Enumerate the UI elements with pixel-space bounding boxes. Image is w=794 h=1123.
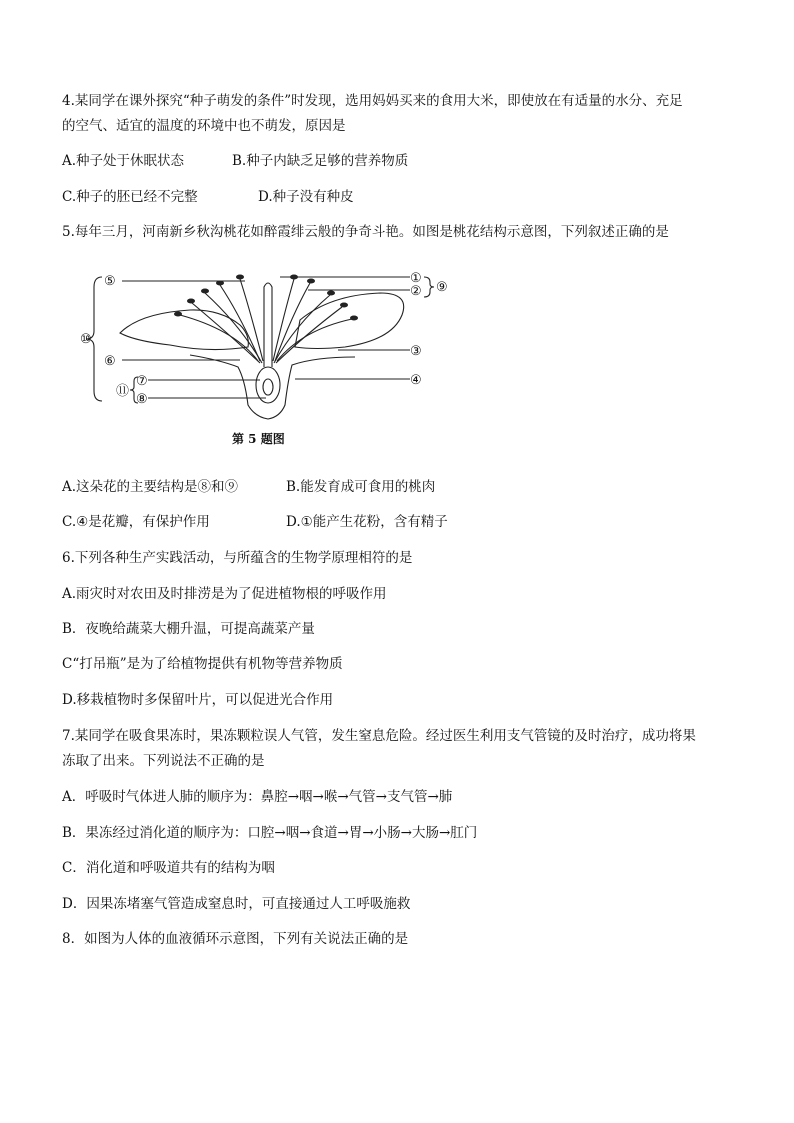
q7-stem-line-1: 7.某同学在吸食果冻时，果冻颗粒误人气管，发生窒息危险。经过医生利用支气管镜的及时治疗，成功将果 bbox=[62, 728, 696, 744]
q4-option-d: D.种子没有种皮 bbox=[258, 189, 354, 205]
label-6: ⑥ bbox=[104, 354, 116, 369]
peach-flower-diagram bbox=[80, 255, 460, 455]
q6-option-d: D.移栽植物时多保留叶片，可以促进光合作用 bbox=[62, 692, 334, 708]
label-9: ⑨ bbox=[436, 280, 448, 295]
q4-stem-line-1: 4.某同学在课外探究“种子萌发的条件”时发现，选用妈妈买来的食用大米，即使放在有适量的水分、充足 bbox=[62, 93, 683, 109]
q7-option-d: D．因果冻堵塞气管造成窒息时，可直接通过人工呼吸施救 bbox=[62, 896, 411, 912]
q8-stem: 8．如图为人体的血液循环示意图，下列有关说法正确的是 bbox=[62, 931, 409, 947]
label-10: ⑩ bbox=[80, 332, 92, 347]
q7-option-b: B．果冻经过消化道的顺序为：口腔→咽→食道→胃→小肠→大肠→肛门 bbox=[62, 825, 478, 841]
q5-stem: 5.每年三月，河南新乡秋沟桃花如醉霞绯云般的争奇斗艳。如图是桃花结构示意图，下列叙述正确的是 bbox=[62, 224, 669, 240]
q7-option-a: A．呼吸时气体进人肺的顺序为：鼻腔→咽→喉→气管→支气管→肺 bbox=[62, 789, 453, 805]
q4-option-c: C.种子的胚已经不完整 bbox=[62, 189, 198, 205]
figure-caption: 第 5 题图 bbox=[232, 432, 285, 446]
label-7: ⑦ bbox=[136, 374, 148, 389]
q4-option-a: A.种子处于休眠状态 bbox=[62, 153, 185, 169]
q5-option-a: A.这朵花的主要结构是⑧和⑨ bbox=[62, 479, 239, 495]
label-1: ① bbox=[410, 271, 422, 286]
q5-option-c: C.④是花瓣，有保护作用 bbox=[62, 514, 210, 530]
label-2: ② bbox=[410, 284, 422, 299]
q6-option-a: A.雨灾时对农田及时排涝是为了促进植物根的呼吸作用 bbox=[62, 586, 387, 602]
label-3: ③ bbox=[410, 344, 422, 359]
q7-stem-line-2: 冻取了出来。下列说法不正确的是 bbox=[62, 753, 265, 769]
q7-option-c: C．消化道和呼吸道共有的结构为咽 bbox=[62, 860, 275, 876]
q5-option-b: B.能发育成可食用的桃肉 bbox=[286, 479, 436, 495]
label-8: ⑧ bbox=[136, 392, 148, 407]
q6-option-b: B．夜晚给蔬菜大棚升温，可提高蔬菜产量 bbox=[62, 621, 315, 637]
q4-stem-line-2: 的空气、适宜的温度的环境中也不萌发，原因是 bbox=[62, 118, 346, 134]
q4-option-b: B.种子内缺乏足够的营养物质 bbox=[232, 153, 409, 169]
q6-stem: 6.下列各种生产实践活动，与所蕴含的生物学原理相符的是 bbox=[62, 550, 413, 566]
label-5: ⑤ bbox=[104, 274, 116, 289]
label-4: ④ bbox=[410, 373, 422, 388]
q5-option-d: D.①能产生花粉，含有精子 bbox=[286, 514, 448, 530]
q6-option-c: C“打吊瓶”是为了给植物提供有机物等营养物质 bbox=[62, 656, 343, 672]
label-11: ⑪ bbox=[116, 384, 130, 399]
